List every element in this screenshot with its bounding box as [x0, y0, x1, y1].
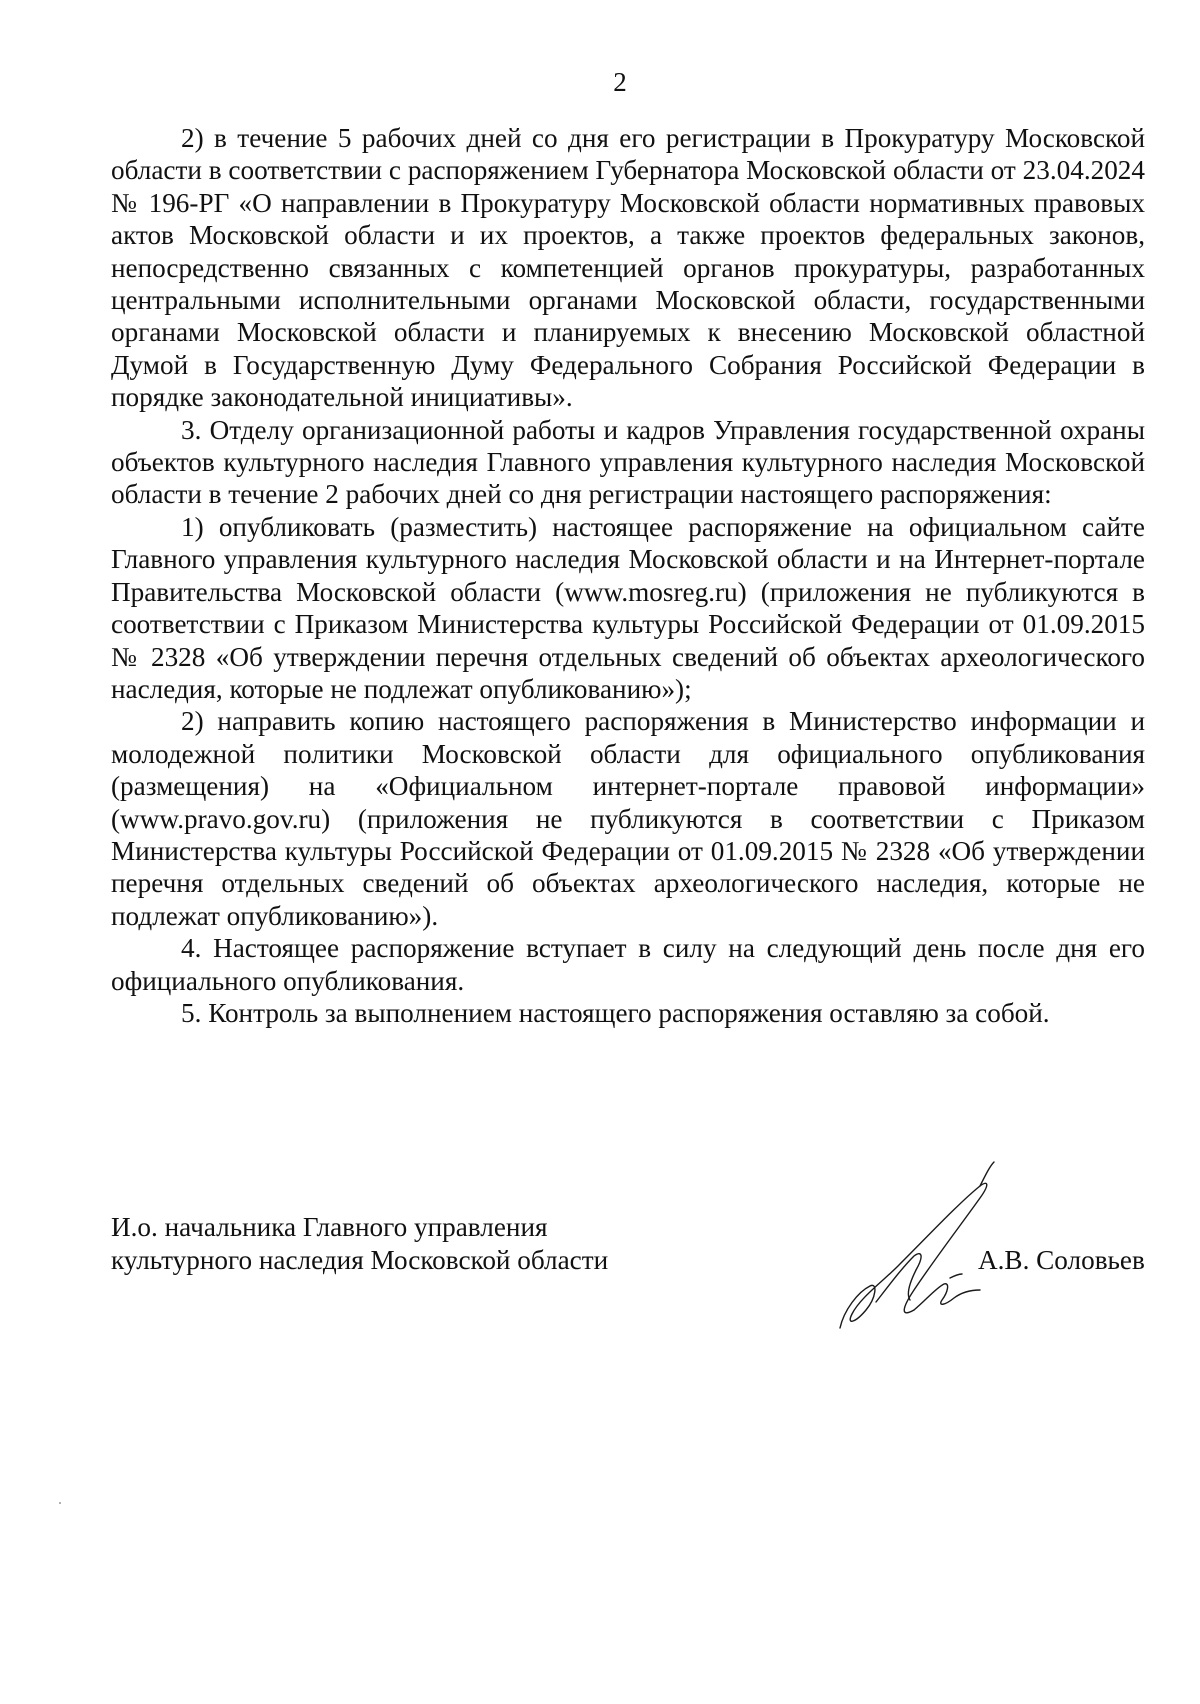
paragraph-3-department-task: 3. Отделу организационной работы и кадров Управления государственной охраны объектов культурного наследия Главного управления культурного наследия Московской области в течение 2 рабочих дней со дня регистрации настоящего распоряжения:	[111, 414, 1145, 510]
paragraph-5-control: 5. Контроль за выполнением настоящего распоряжения оставляю за собой.	[181, 997, 1050, 1028]
signatory-position-line-2: культурного наследия Московской области	[111, 1245, 609, 1275]
signatory-name: А.В. Соловьев	[978, 1245, 1145, 1275]
paragraph-4-effective-date: 4. Настоящее распоряжение вступает в силу на следующий день после дня его официального опубликования.	[111, 933, 1145, 996]
handwritten-signature	[830, 1160, 1060, 1335]
paragraph-item-2-send-copy: 2) направить копию настоящего распоряжения в Министерство информации и молодежной политики Московской области для официального опубликования (размещения) на «Официальном интернет-портале правовой информации» (www.pravo.gov.ru) (приложения не публикуются в соответствии с Приказом Министерства культуры Российской Федерации от 01.09.2015 № 2328 «Об утверждении перечня отдельных сведений об объектах археологического наследия, которые не подлежат опубликованию»).	[111, 706, 1145, 931]
paragraph-item-1-publish: 1) опубликовать (разместить) настоящее распоряжение на официальном сайте Главного управления культурного наследия Московской области и на Интернет-портале Правительства Московской области (www.mosreg.ru) (приложения не публикуются в соответствии с Приказом Министерства культуры Российской Федерации от 01.09.2015 № 2328 «Об утверждении перечня отдельных сведений об объектах археологического наследия, которые не подлежат опубликованию»);	[111, 511, 1145, 704]
signatory-position-line-1: И.о. начальника Главного управления	[111, 1212, 548, 1242]
page-number: 2	[613, 67, 627, 97]
document-body	[111, 122, 1145, 1029]
signatory-position	[111, 1211, 608, 1277]
paragraph-item-2-prosecutor: 2) в течение 5 рабочих дней со дня его регистрации в Прокуратуру Московской области в соответствии с распоряжением Губернатора Московской области от 23.04.2024 № 196-РГ «О направлении в Прокуратуру Московской области нормативных правовых актов Московской области и их проектов, а также проектов федеральных законов, непосредственно связанных с компетенцией органов прокуратуры, разработанных центральными исполнительными органами Московской области, государственными органами Московской области и планируемых к внесению Московской областной Думой в Государственную Думу Федерального Собрания Российской Федерации в порядке законодательной инициативы».	[111, 123, 1145, 413]
scan-speck	[59, 1502, 61, 1504]
